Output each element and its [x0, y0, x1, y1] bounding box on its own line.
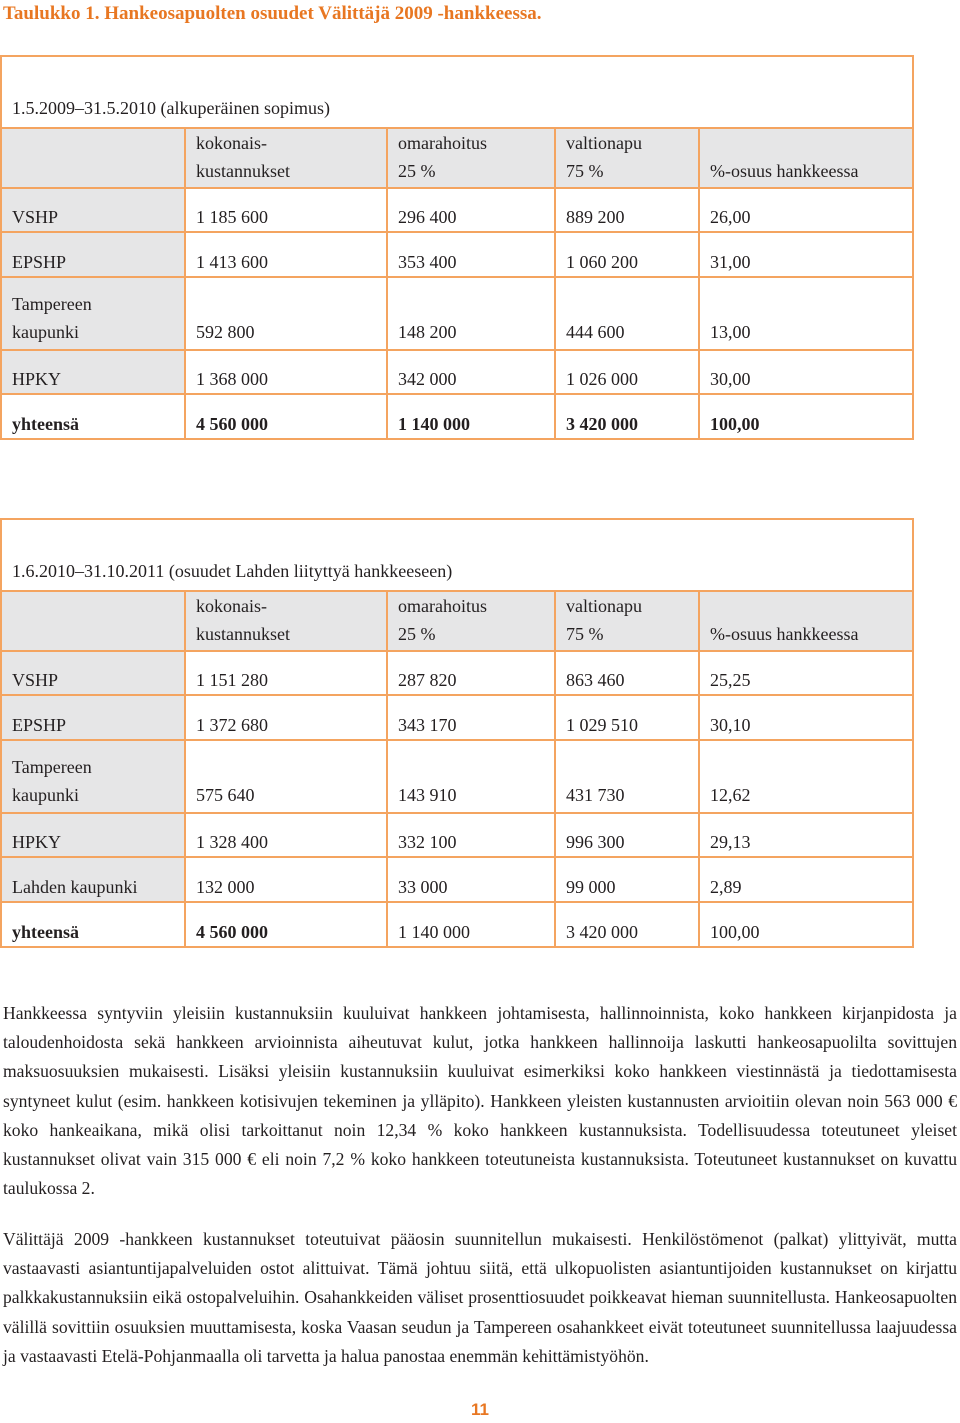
cell-share: 31,00: [699, 232, 913, 277]
cell-own: 1 140 000: [387, 902, 555, 947]
cell-aid: 3 420 000: [555, 394, 699, 439]
cell-own: 1 140 000: [387, 394, 555, 439]
header-corner: [1, 591, 185, 651]
cell-share: 26,00: [699, 188, 913, 232]
table-row: [1, 651, 913, 695]
table-total-row: [1, 394, 913, 439]
cell-share: 100,00: [699, 394, 913, 439]
row-label: Lahden kaupunki: [1, 857, 185, 902]
cell-aid: 863 460: [555, 651, 699, 695]
cell-own: 332 100: [387, 813, 555, 857]
table-total-row: [1, 902, 913, 947]
cell-aid: 3 420 000: [555, 902, 699, 947]
table-period-title: 1.5.2009–31.5.2010 (alkuperäinen sopimus): [1, 56, 913, 128]
row-label: HPKY: [1, 813, 185, 857]
cell-aid: 444 600: [555, 277, 699, 350]
cell-total: 132 000: [185, 857, 387, 902]
cell-total: 4 560 000: [185, 394, 387, 439]
header-corner: [1, 128, 185, 188]
cell-share: 100,00: [699, 902, 913, 947]
cell-own: 148 200: [387, 277, 555, 350]
header-own-funding: omarahoitus 25 %: [387, 591, 555, 651]
table-period-title: 1.6.2010–31.10.2011 (osuudet Lahden liityttyä hankkeeseen): [1, 519, 913, 591]
table-row: [1, 740, 913, 813]
table-row: [1, 232, 913, 277]
cell-share: 2,89: [699, 857, 913, 902]
table-row: [1, 277, 913, 350]
cell-total: 4 560 000: [185, 902, 387, 947]
row-label: HPKY: [1, 350, 185, 394]
cell-own: 296 400: [387, 188, 555, 232]
cell-aid: 996 300: [555, 813, 699, 857]
cell-total: 1 413 600: [185, 232, 387, 277]
header-state-aid: valtionapu 75 %: [555, 591, 699, 651]
cell-own: 343 170: [387, 695, 555, 740]
cost-share-table-original: [0, 55, 914, 440]
table-row: [1, 188, 913, 232]
cell-share: 29,13: [699, 813, 913, 857]
cell-total: 1 372 680: [185, 695, 387, 740]
cell-own: 143 910: [387, 740, 555, 813]
row-label: Tampereen kaupunki: [1, 740, 185, 813]
cell-own: 353 400: [387, 232, 555, 277]
row-label: Tampereen kaupunki: [1, 277, 185, 350]
body-paragraph-general-costs: Hankkeessa syntyviin yleisiin kustannuksiin kuuluivat hankkeen johtamisesta, hallinnoinnista, koko hankkeen kirjanpidosta ja taloudenhoidosta sekä hankkeen arvioinnista aiheutuvat kulut, jotka hankkeen hallinnoija laskutti hankeosapuolilta sovittujen maksuosuuksien mukaisesti. Lisäksi yleisiin kustannuksiin kuuluivat esimerkiksi koko hankkeen viestinnästä ja tiedottamisesta syntyneet kulut (esim. hankkeen kotisivujen tekeminen ja ylläpito). Hankkeen yleisten kustannusten arvioitiin olevan noin 563 000 € koko hankeaikana, mikä olisi tarkoittanut noin 12,34 % koko hankkeen kustannuksista. Todellisuudessa toteutuneet yleiset kustannukset olivat vain 315 000 € eli noin 7,2 % koko hankkeen toteutuneista kustannuksista. Toteutuneet kustannukset on kuvattu taulukossa 2.: [3, 1003, 957, 1199]
header-state-aid: valtionapu 75 %: [555, 128, 699, 188]
cell-total: 575 640: [185, 740, 387, 813]
cell-aid: 431 730: [555, 740, 699, 813]
cell-own: 33 000: [387, 857, 555, 902]
row-label: EPSHP: [1, 695, 185, 740]
header-share-percent: %-osuus hankkeessa: [699, 591, 913, 651]
cell-share: 25,25: [699, 651, 913, 695]
header-share-percent: %-osuus hankkeessa: [699, 128, 913, 188]
table-row: [1, 695, 913, 740]
cell-aid: 889 200: [555, 188, 699, 232]
cell-total: 1 185 600: [185, 188, 387, 232]
table-row: [1, 813, 913, 857]
cell-aid: 1 029 510: [555, 695, 699, 740]
row-label: EPSHP: [1, 232, 185, 277]
table-row: [1, 857, 913, 902]
header-own-funding: omarahoitus 25 %: [387, 128, 555, 188]
row-label: yhteensä: [1, 902, 185, 947]
cell-total: 592 800: [185, 277, 387, 350]
table-row: [1, 350, 913, 394]
cell-total: 1 368 000: [185, 350, 387, 394]
cell-total: 1 151 280: [185, 651, 387, 695]
row-label: VSHP: [1, 651, 185, 695]
row-label: yhteensä: [1, 394, 185, 439]
cell-own: 342 000: [387, 350, 555, 394]
cell-total: 1 328 400: [185, 813, 387, 857]
cell-aid: 1 060 200: [555, 232, 699, 277]
body-paragraph-cost-realization: Välittäjä 2009 -hankkeen kustannukset toteutuivat pääosin suunnitellun mukaisesti. Henkilöstömenot (palkat) ylittyivät, mutta vastaavasti asiantuntijapalveluiden ostot alittuivat. Tämä johtuu siitä, että ulkopuolisten asiantuntijoiden kustannukset on kirjattu palkkakustannuksiin eikä ostopalveluihin. Osahankkeiden väliset prosenttiosuudet poikkeavat hieman suunnitellusta. Hankeosapuolten välillä sovittiin osuuksien muuttamisesta, koska Vaasan seudun ja Tampereen osahankkeet eivät toteutuneet suunnitellussa laajuudessa ja vastaavasti Etelä-Pohjanmaalla oli tarvetta ja halua panostaa enemmän kehittämistyöhön.: [3, 1229, 957, 1366]
cost-share-table-revised: [0, 518, 914, 948]
cell-share: 30,10: [699, 695, 913, 740]
page-number: 11: [471, 1400, 489, 1419]
row-label: VSHP: [1, 188, 185, 232]
cell-share: 12,62: [699, 740, 913, 813]
cell-own: 287 820: [387, 651, 555, 695]
table-caption: Taulukko 1. Hankeosapuolten osuudet Välittäjä 2009 -hankkeessa.: [3, 3, 542, 24]
header-total-costs: kokonais- kustannukset: [185, 128, 387, 188]
cell-aid: 1 026 000: [555, 350, 699, 394]
header-total-costs: kokonais- kustannukset: [185, 591, 387, 651]
cell-share: 30,00: [699, 350, 913, 394]
cell-aid: 99 000: [555, 857, 699, 902]
cell-share: 13,00: [699, 277, 913, 350]
